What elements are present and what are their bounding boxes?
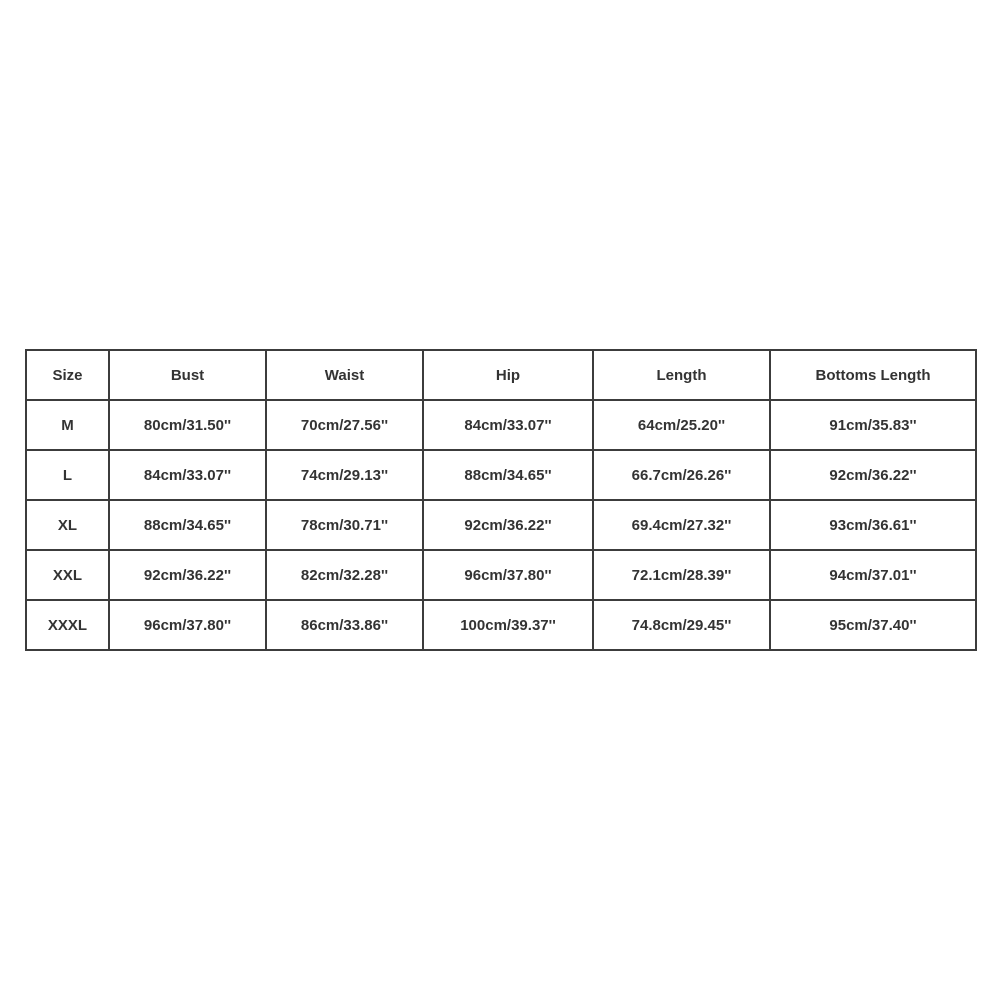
cell-bust: 80cm/31.50'' <box>109 400 266 450</box>
table-row <box>26 500 976 550</box>
cell-bust: 96cm/37.80'' <box>109 600 266 650</box>
header-length: Length <box>593 350 770 400</box>
cell-bottoms-length: 93cm/36.61'' <box>770 500 976 550</box>
header-hip: Hip <box>423 350 593 400</box>
header-bottoms-length: Bottoms Length <box>770 350 976 400</box>
cell-size: L <box>26 450 109 500</box>
cell-length: 69.4cm/27.32'' <box>593 500 770 550</box>
cell-waist: 70cm/27.56'' <box>266 400 423 450</box>
header-bust: Bust <box>109 350 266 400</box>
cell-waist: 86cm/33.86'' <box>266 600 423 650</box>
cell-waist: 74cm/29.13'' <box>266 450 423 500</box>
cell-bust: 92cm/36.22'' <box>109 550 266 600</box>
cell-bust: 88cm/34.65'' <box>109 500 266 550</box>
cell-size: XL <box>26 500 109 550</box>
cell-bottoms-length: 94cm/37.01'' <box>770 550 976 600</box>
cell-hip: 84cm/33.07'' <box>423 400 593 450</box>
cell-length: 66.7cm/26.26'' <box>593 450 770 500</box>
header-size: Size <box>26 350 109 400</box>
cell-hip: 96cm/37.80'' <box>423 550 593 600</box>
cell-size: M <box>26 400 109 450</box>
cell-size: XXXL <box>26 600 109 650</box>
cell-waist: 78cm/30.71'' <box>266 500 423 550</box>
cell-bottoms-length: 95cm/37.40'' <box>770 600 976 650</box>
cell-hip: 100cm/39.37'' <box>423 600 593 650</box>
header-waist: Waist <box>266 350 423 400</box>
cell-length: 72.1cm/28.39'' <box>593 550 770 600</box>
cell-size: XXL <box>26 550 109 600</box>
cell-bottoms-length: 92cm/36.22'' <box>770 450 976 500</box>
cell-hip: 92cm/36.22'' <box>423 500 593 550</box>
cell-hip: 88cm/34.65'' <box>423 450 593 500</box>
table-row <box>26 600 976 650</box>
table-row <box>26 550 976 600</box>
header-row <box>26 350 976 400</box>
cell-bust: 84cm/33.07'' <box>109 450 266 500</box>
table-row <box>26 400 976 450</box>
size-chart-table <box>25 349 977 651</box>
cell-length: 74.8cm/29.45'' <box>593 600 770 650</box>
cell-length: 64cm/25.20'' <box>593 400 770 450</box>
table-row <box>26 450 976 500</box>
cell-waist: 82cm/32.28'' <box>266 550 423 600</box>
cell-bottoms-length: 91cm/35.83'' <box>770 400 976 450</box>
